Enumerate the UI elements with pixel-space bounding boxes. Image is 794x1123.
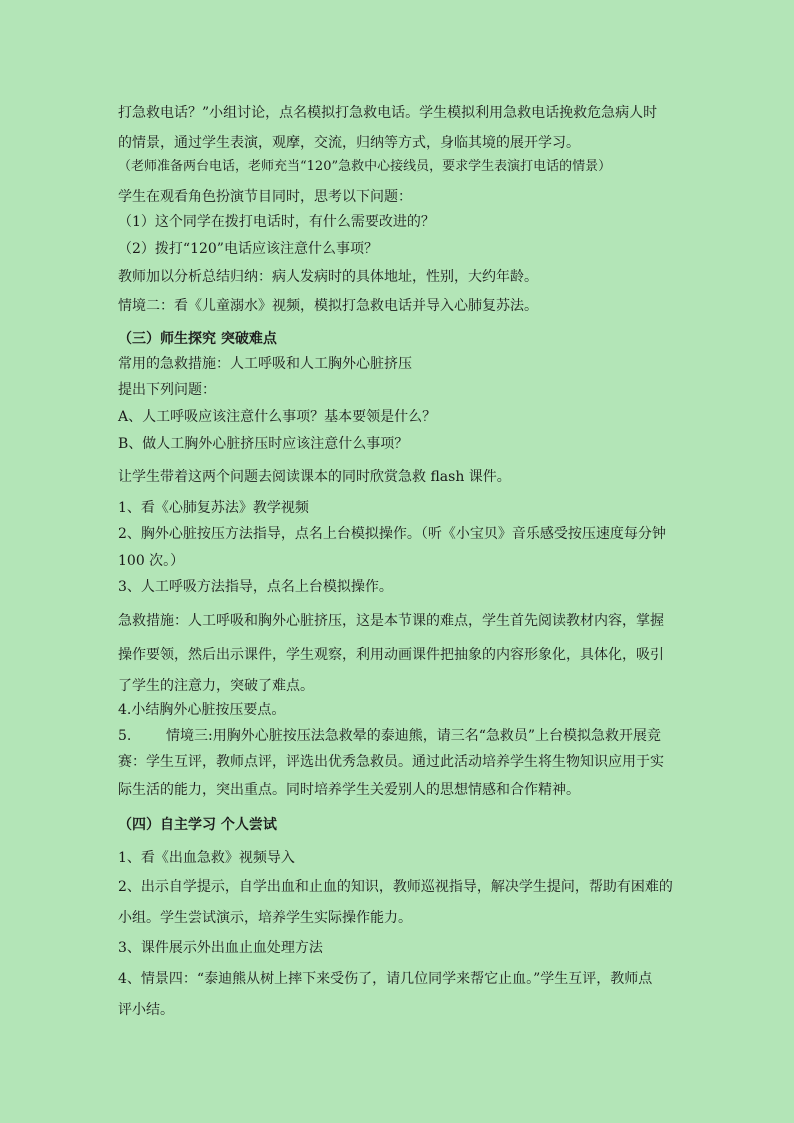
- paragraph-line: 了学生的注意力，突破了难点。: [118, 678, 314, 694]
- list-item: 1、看《出血急救》视频导入: [118, 850, 295, 866]
- list-item: 3、课件展示外出血止血处理方法: [118, 940, 323, 956]
- paragraph-line: 际生活的能力，突出重点。同时培养学生关爱别人的思想情感和合作精神。: [118, 782, 580, 798]
- paragraph-line: 教师加以分析总结归纳：病人发病时的具体地址，性别，大约年龄。: [118, 269, 538, 285]
- list-item: 4.小结胸外心脏按压要点。: [118, 702, 286, 718]
- paragraph-line: 提出下列问题：: [118, 382, 216, 398]
- paragraph-line: 赛：学生互评，教师点评，评选出优秀急救员。通过此活动培养学生将生物知识应用于实: [118, 754, 664, 770]
- list-item: 情境三:用胸外心脏按压法急救晕的泰迪熊，请三名“急救员”上台模拟急救开展竞: [166, 728, 662, 744]
- paragraph-line: 操作要领，然后出示课件，学生观察，利用动画课件把抽象的内容形象化，具体化，吸引: [118, 647, 664, 663]
- paragraph-line: 打急救电话？”小组讨论，点名模拟打急救电话。学生模拟利用急救电话挽救危急病人时: [118, 105, 658, 121]
- question-a: A、人工呼吸应该注意什么事项？基本要领是什么？: [118, 409, 437, 425]
- question-1: （1）这个同学在拨打电话时，有什么需要改进的？: [118, 214, 435, 230]
- list-item: 2、出示自学提示，自学出血和止血的知识，教师巡视指导，解决学生提问，帮助有困难的: [118, 879, 673, 895]
- list-item-continued: 100 次。）: [118, 553, 185, 569]
- section-heading-4: （四）自主学习 个人尝试: [118, 817, 277, 833]
- list-item: 2、胸外心脏按压方法指导，点名上台模拟操作。（听《小宝贝》音乐感受按压速度每分钟: [118, 526, 666, 542]
- paragraph-line: （老师准备两台电话，老师充当“120”急救中心接线员，要求学生表演打电话的情景）: [118, 159, 612, 174]
- list-item: 4、情景四：“泰迪熊从树上摔下来受伤了，请几位同学来帮它止血。”学生互评，教师点: [118, 971, 653, 987]
- list-item: 3、人工呼吸方法指导，点名上台模拟操作。: [118, 579, 393, 595]
- list-item-continued: 小组。学生尝试演示，培养学生实际操作能力。: [118, 910, 412, 926]
- list-number: 5.: [118, 728, 132, 744]
- paragraph-line: 常用的急救措施：人工呼吸和人工胸外心脏挤压: [118, 356, 412, 372]
- question-2: （2）拨打“120”电话应该注意什么事项？: [118, 241, 378, 257]
- paragraph-line: 急救措施：人工呼吸和胸外心脏挤压，这是本节课的难点，学生首先阅读教材内容，掌握: [118, 613, 664, 629]
- paragraph-line: 的情景，通过学生表演，观摩，交流，归纳等方式，身临其境的展开学习。: [118, 135, 580, 151]
- paragraph-line: 情境二：看《儿童溺水》视频，模拟打急救电话并导入心肺复苏法。: [118, 298, 538, 314]
- section-heading-3: （三）师生探究 突破难点: [118, 331, 277, 347]
- paragraph-line: 让学生带着这两个问题去阅读课本的同时欣赏急救 flash 课件。: [118, 469, 511, 485]
- question-b: B、做人工胸外心脏挤压时应该注意什么事项？: [118, 436, 409, 452]
- paragraph-line: 学生在观看角色扮演节目同时，思考以下问题：: [118, 189, 412, 205]
- list-item: 1、看《心肺复苏法》教学视频: [118, 500, 309, 516]
- list-item-continued: 评小结。: [118, 1002, 174, 1018]
